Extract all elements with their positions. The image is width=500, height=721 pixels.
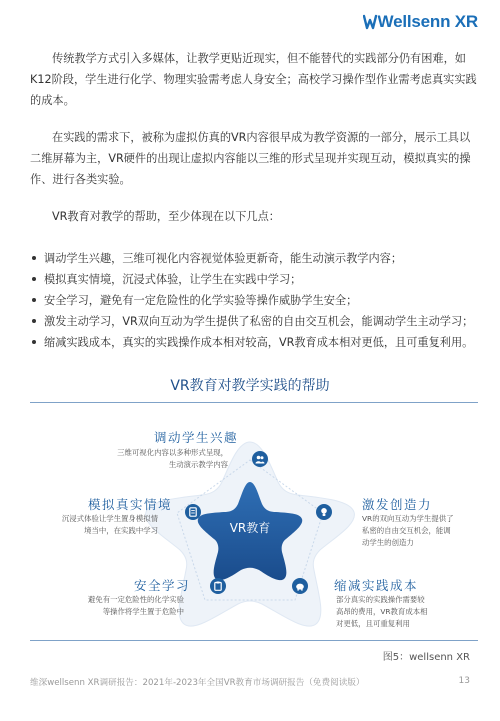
item-title-cost: 缩减实践成本 (334, 578, 419, 593)
users-icon (252, 451, 268, 467)
figure-title: VR教育对教学实践的帮助 (170, 378, 330, 394)
figure-diagram (0, 402, 500, 640)
bullet-icon (32, 340, 36, 344)
paragraph-line: K12阶段，学生进行化学、物理实验需考虑人身安全；高校学习操作型作业需考虑真实实践 (30, 73, 477, 86)
item-desc-creativity: VR的双向互动为学生提供了 私密的自由交互机会，能调 动学生的创造力 (362, 514, 454, 547)
item-desc-safety: 避免有一定危险性的化学实验 等操作将学生置于危险中 (87, 595, 184, 616)
item-title-interest: 调动学生兴趣 (154, 430, 239, 445)
item-title-simulation: 模拟真实情境 (88, 497, 173, 512)
list-item: 激发主动学习，VR双向互动为学生提供了私密的自由交互机会，能调动学生主动学习； (44, 311, 484, 332)
bullet-icon (32, 298, 36, 302)
item-desc-cost: 部分真实的实践操作需要较 高昂的费用，VR教育成本相 对更低，且可重复利用 (336, 595, 428, 628)
figure-caption: 图5：wellsenn XR (382, 652, 470, 663)
item-title-safety: 安全学习 (134, 578, 191, 593)
list-item: 模拟真实情境，沉浸式体验，让学生在实践中学习； (44, 269, 484, 290)
list-item: 调动学生兴趣，三维可视化内容视觉体验更新奇，能生动演示教学内容； (44, 248, 484, 269)
paragraph-line: 传统教学方式引入多媒体，让教学更贴近现实，但不能替代的实践部分仍有困难，如 (52, 52, 466, 65)
page-number: 13 (458, 676, 470, 686)
paragraph-line: VR教育对教学的帮助，至少体现在以下几点： (52, 210, 280, 223)
item-title-creativity: 激发创造力 (362, 497, 433, 512)
item-desc-interest: 三维可视化内容以多种形式呈现， 生动演示教学内容 (117, 448, 228, 469)
document-icon (185, 504, 201, 520)
list-item: 安全学习，避免有一定危险性的化学实验等操作威胁学生安全； (44, 290, 484, 311)
piggy-bank-icon (292, 578, 308, 594)
paragraph-3 (30, 206, 478, 227)
lightbulb-icon (316, 504, 332, 520)
figure-divider-bottom (30, 640, 478, 641)
paragraph-line: 在实践的需求下，被称为虚拟仿真的VR内容很早成为教学资源的一部分，展示工具以 (52, 131, 471, 144)
bullet-icon (32, 256, 36, 260)
brand-logo (363, 12, 478, 32)
benefits-list (44, 248, 484, 353)
logo-text: Wellsenn XR (377, 12, 478, 31)
center-label: VR教育 (229, 521, 271, 535)
paragraph-line: 二维屏幕为主，VR硬件的出现让虚拟内容能以三维的形式呈现并实现互动，模拟真实的操 (30, 152, 471, 165)
page-footer: 维深wellsenn XR调研报告：2021年-2023年全国VR教育市场调研报告（免费阅读版） (30, 678, 365, 688)
paragraph-2 (30, 127, 478, 190)
clipboard-icon (210, 578, 226, 594)
wellsenn-logo-icon (363, 14, 377, 30)
paragraph-line: 的成本。 (30, 94, 75, 107)
paragraph-line: 作、进行各类实验。 (30, 173, 131, 186)
bullet-icon (32, 319, 36, 323)
bullet-icon (32, 277, 36, 281)
item-desc-simulation: 沉浸式体验让学生置身模拟情 境当中，在实践中学习 (61, 514, 158, 535)
paragraph-1 (30, 48, 478, 111)
list-item: 缩减实践成本，真实的实践操作成本相对较高，VR教育成本相对更低，且可重复利用。 (44, 332, 484, 353)
